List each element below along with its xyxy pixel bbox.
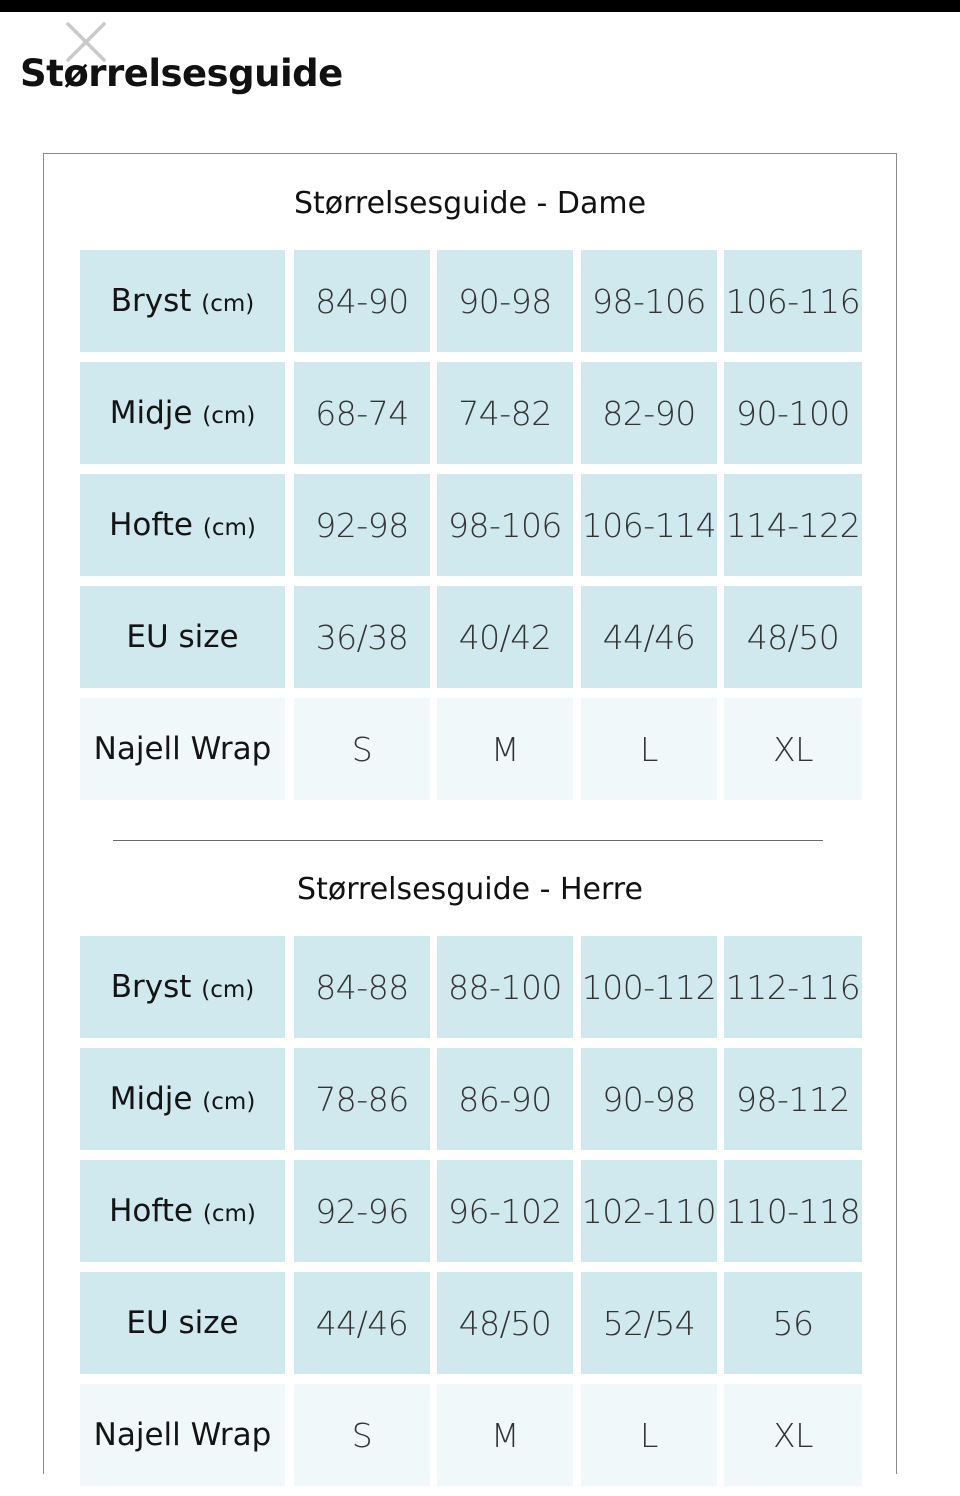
size-value: 48/50 (458, 1303, 552, 1343)
table-row (80, 1048, 862, 1150)
row-label-cell (80, 362, 285, 464)
value-cell (437, 1048, 573, 1150)
value-cell (581, 1048, 717, 1150)
row-label: Najell Wrap (93, 731, 272, 767)
size-value: L (640, 1415, 658, 1455)
row-unit: (cm) (202, 403, 256, 429)
value-cell (724, 1048, 862, 1150)
value-cell (581, 586, 717, 688)
value-cell (724, 474, 862, 576)
size-value: L (640, 729, 658, 769)
size-value: 98-106 (592, 281, 706, 321)
value-cell (437, 586, 573, 688)
section-divider (113, 840, 823, 841)
row-label: EU size (126, 619, 239, 655)
size-value: XL (773, 729, 813, 769)
table-row (80, 698, 862, 800)
size-value: M (491, 729, 519, 769)
size-value: 114-122 (725, 505, 861, 545)
value-cell (294, 1048, 430, 1150)
value-cell (294, 362, 430, 464)
value-cell (724, 1160, 862, 1262)
size-value: 90-98 (458, 281, 552, 321)
size-value: 106-116 (725, 281, 861, 321)
section-title-herre: Størrelsesguide - Herre (297, 872, 643, 907)
value-cell (581, 250, 717, 352)
size-value: 44/46 (315, 1303, 409, 1343)
size-value: 92-96 (315, 1191, 409, 1231)
size-value: S (351, 729, 373, 769)
size-value: 68-74 (315, 393, 409, 433)
value-cell (294, 1272, 430, 1374)
value-cell (437, 1160, 573, 1262)
table-row (80, 1384, 862, 1486)
size-value: 110-118 (725, 1191, 861, 1231)
size-guide-image-panel (43, 153, 897, 1474)
row-unit: (cm) (202, 1089, 256, 1115)
row-label-cell (80, 1048, 285, 1150)
size-value: 92-98 (315, 505, 409, 545)
size-value: 82-90 (602, 393, 696, 433)
row-label: EU size (126, 1305, 239, 1341)
size-value: 102-110 (581, 1191, 717, 1231)
value-cell (437, 1384, 573, 1486)
value-cell (724, 362, 862, 464)
table-row (80, 474, 862, 576)
size-value: 40/42 (458, 617, 552, 657)
row-label-cell (80, 1160, 285, 1262)
top-status-bar (0, 0, 960, 12)
row-unit: (cm) (201, 977, 255, 1003)
size-value: M (491, 1415, 519, 1455)
size-value: 90-98 (602, 1079, 696, 1119)
row-label-cell (80, 250, 285, 352)
value-cell (437, 1272, 573, 1374)
section-title-dame: Størrelsesguide - Dame (293, 186, 647, 221)
size-value: 86-90 (458, 1079, 552, 1119)
value-cell (581, 1384, 717, 1486)
size-value: 78-86 (315, 1079, 409, 1119)
table-row (80, 936, 862, 1038)
value-cell (724, 586, 862, 688)
value-cell (294, 586, 430, 688)
value-cell (294, 1384, 430, 1486)
row-label-cell (80, 1272, 285, 1374)
table-row (80, 1272, 862, 1374)
value-cell (294, 936, 430, 1038)
value-cell (581, 936, 717, 1038)
value-cell (437, 250, 573, 352)
size-value: 106-114 (581, 505, 717, 545)
size-value: 36/38 (315, 617, 409, 657)
table-row (80, 586, 862, 688)
row-unit: (cm) (202, 1201, 256, 1227)
size-value: 88-100 (448, 967, 562, 1007)
value-cell (437, 698, 573, 800)
size-value: 48/50 (746, 617, 840, 657)
size-value: 44/46 (602, 617, 696, 657)
value-cell (724, 250, 862, 352)
row-label: Hofte (109, 507, 193, 543)
value-cell (294, 1160, 430, 1262)
value-cell (581, 362, 717, 464)
value-cell (724, 1384, 862, 1486)
size-value: 96-102 (448, 1191, 562, 1231)
value-cell (437, 362, 573, 464)
row-label: Hofte (109, 1193, 193, 1229)
value-cell (294, 250, 430, 352)
table-row (80, 250, 862, 352)
value-cell (437, 474, 573, 576)
size-value: 98-112 (736, 1079, 850, 1119)
value-cell (724, 1272, 862, 1374)
size-value: XL (773, 1415, 813, 1455)
size-value: 74-82 (458, 393, 552, 433)
value-cell (581, 698, 717, 800)
row-unit: (cm) (202, 515, 256, 541)
value-cell (294, 698, 430, 800)
row-label-cell (80, 586, 285, 688)
value-cell (724, 698, 862, 800)
row-label-cell (80, 1384, 285, 1486)
size-value: 84-90 (315, 281, 409, 321)
value-cell (581, 1272, 717, 1374)
size-value: 90-100 (736, 393, 850, 433)
value-cell (724, 936, 862, 1038)
size-value: 56 (772, 1303, 814, 1343)
value-cell (581, 1160, 717, 1262)
size-value: 100-112 (581, 967, 717, 1007)
row-unit: (cm) (201, 291, 255, 317)
row-label: Najell Wrap (93, 1417, 272, 1453)
table-row (80, 1160, 862, 1262)
row-label-cell (80, 474, 285, 576)
size-value: 112-116 (725, 967, 861, 1007)
row-label: Midje (109, 395, 193, 431)
size-value: 98-106 (448, 505, 562, 545)
value-cell (581, 474, 717, 576)
value-cell (294, 474, 430, 576)
size-value: S (351, 1415, 373, 1455)
row-label: Midje (109, 1081, 193, 1117)
table-row (80, 362, 862, 464)
size-table-herre (80, 936, 862, 1496)
size-value: 52/54 (602, 1303, 696, 1343)
row-label: Bryst (110, 283, 192, 319)
size-table-dame (80, 250, 862, 810)
page-title: Størrelsesguide (20, 52, 343, 95)
value-cell (437, 936, 573, 1038)
row-label: Bryst (110, 969, 192, 1005)
row-label-cell (80, 936, 285, 1038)
size-value: 84-88 (315, 967, 409, 1007)
row-label-cell (80, 698, 285, 800)
